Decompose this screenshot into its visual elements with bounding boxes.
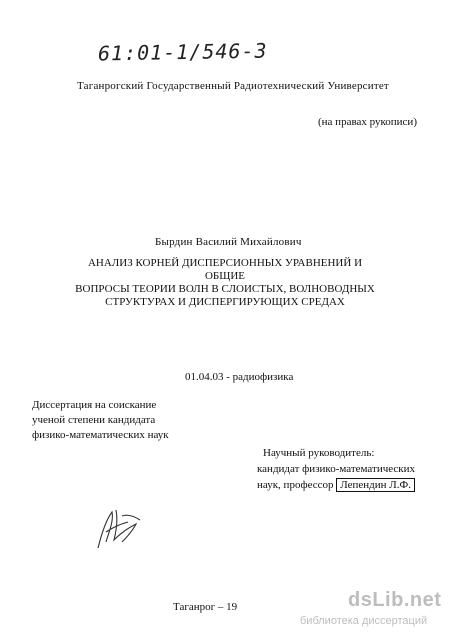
rights-note: (на правах рукописи) <box>318 116 417 128</box>
dissertation-title <box>75 257 375 309</box>
signature <box>92 502 147 554</box>
supervisor-block <box>257 445 415 493</box>
watermark-subtitle: библиотека диссертаций <box>300 615 428 627</box>
supervisor-degree: кандидат физико-математических <box>257 463 416 475</box>
university-name: Таганрогский Государственный Радиотехнический Университет <box>77 80 389 92</box>
degree-line: физико-математических наук <box>32 429 169 441</box>
city-year: Таганрог – 19 <box>173 601 238 613</box>
title-line: ВОПРОСЫ ТЕОРИИ ВОЛН В СЛОИСТЫХ, ВОЛНОВОДНЫХ <box>75 283 375 295</box>
supervisor-rank: наук, профессор <box>257 479 334 491</box>
title-line: АНАЛИЗ КОРНЕЙ ДИСПЕРСИОННЫХ УРАВНЕНИЙ И ОБЩИЕ <box>87 257 363 282</box>
degree-line: Диссертация на соискание <box>32 399 157 411</box>
specialty-code: 01.04.03 - радиофизика <box>185 371 294 383</box>
watermark-logo: dsLib.net <box>348 589 442 611</box>
degree-line: ученой степени кандидата <box>32 414 156 426</box>
title-line: СТРУКТУРАХ И ДИСПЕРГИРУЮЩИХ СРЕДАХ <box>105 296 345 308</box>
archive-number: 61:01-1/546-3 <box>97 38 268 66</box>
supervisor-rank-line <box>257 477 415 493</box>
author-name: Бырдин Василий Михайлович <box>155 236 302 248</box>
degree-statement <box>32 398 169 443</box>
supervisor-heading: Научный руководитель: <box>263 447 375 459</box>
supervisor-name: Лепендин Л.Ф. <box>336 478 415 492</box>
